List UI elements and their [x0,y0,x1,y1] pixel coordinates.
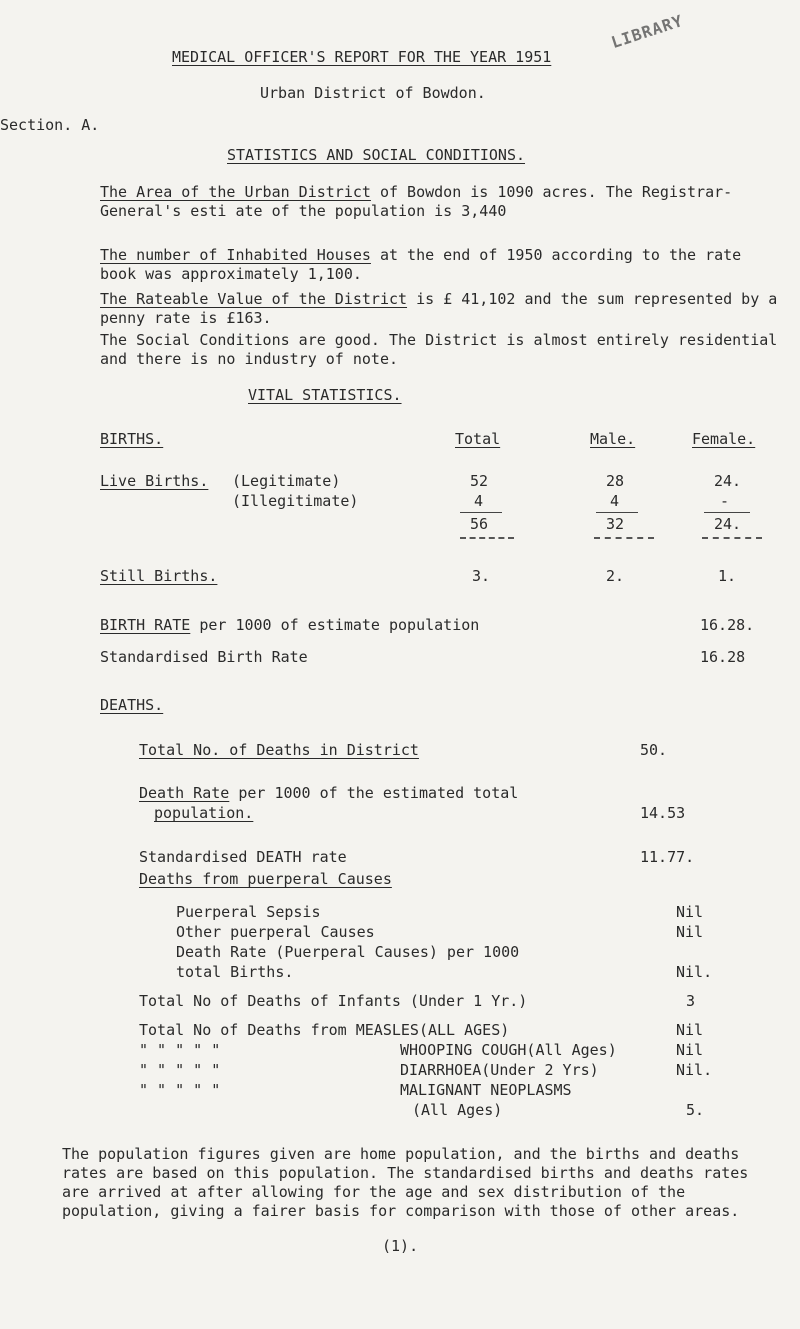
measles-value: Nil [676,1021,704,1039]
puerperal-sepsis-label: Puerperal Sepsis [176,903,321,921]
live-total: 56 [470,515,489,533]
std-death-rate-value: 11.77. [640,848,695,866]
std-death-rate-label: Standardised DEATH rate [139,848,347,866]
social-paragraph: The Social Conditions are good. The District is almost entirely residential and there is no industry of note. [100,331,778,368]
birth-rate-value: 16.28. [700,616,755,634]
still-female: 1. [718,567,737,585]
measles-label: Total No of Deaths from MEASLES(ALL AGES) [139,1021,510,1039]
legit-total: 52 [470,472,489,490]
birth-rate-label: BIRTH RATE per 1000 of estimate population [100,616,480,634]
female-double-rule [702,537,762,541]
total-deaths-label: Total No. of Deaths in District [139,741,419,759]
puerperal-rate-line2: total Births. [176,963,294,981]
diarrhoea-label: DIARRHOEA(Under 2 Yrs) [400,1061,599,1079]
footer-paragraph: The population figures given are home population, and the births and deaths rates are based on this population. The standardised births and deaths rates are arrived at after allowing for the age and sex distribution of the population, giving a fairer basis for comparison with those of other areas. [62,1145,749,1220]
std-birth-rate-label: Standardised Birth Rate [100,648,308,666]
live-male: 32 [606,515,625,533]
library-stamp: LIBRARY [608,10,686,53]
puerperal-heading: Deaths from puerperal Causes [139,870,392,888]
vital-statistics-heading: VITAL STATISTICS. [248,386,402,404]
page-number: (1). [382,1237,419,1255]
puerperal-rate-value: Nil. [676,963,713,981]
legit-male: 28 [606,472,625,490]
male-sum-rule [596,512,638,513]
births-heading: BIRTHS. [100,430,164,448]
death-rate-value: 14.53 [640,804,686,822]
ditto-marks-2: " " " " " [139,1061,221,1079]
illegit-total: 4 [474,492,484,510]
death-rate-label: Death Rate per 1000 of the estimated total [139,784,519,802]
section-label: Section. A. [0,116,100,134]
report-title: MEDICAL OFFICER'S REPORT FOR THE YEAR 1951 [172,48,552,66]
malignant-value: 5. [686,1101,705,1119]
malignant-all-ages: (All Ages) [412,1101,503,1119]
legit-female: 24. [714,472,742,490]
infant-deaths-label: Total No of Deaths of Infants (Under 1 Yr.) [139,992,528,1010]
district-subtitle: Urban District of Bowdon. [260,84,486,102]
whooping-cough-label: WHOOPING COUGH(All Ages) [400,1041,617,1059]
death-rate-line2: population. [154,804,254,822]
total-deaths-value: 50. [640,741,668,759]
deaths-heading: DEATHS. [100,696,164,714]
houses-paragraph: The number of Inhabited Houses at the end of 1950 according to the rate book was approximately 1,100. [100,246,742,283]
births-col-male: Male. [590,430,636,448]
infant-deaths-value: 3 [686,992,696,1010]
live-births-label: Live Births. [100,472,209,490]
puerperal-rate-line1: Death Rate (Puerperal Causes) per 1000 [176,943,520,961]
statistics-heading: STATISTICS AND SOCIAL CONDITIONS. [227,146,526,164]
births-col-total: Total [455,430,501,448]
illegit-male: 4 [610,492,620,510]
puerperal-sepsis-value: Nil [676,903,704,921]
still-births-label: Still Births. [100,567,218,585]
rateable-paragraph: The Rateable Value of the District is £ 41,102 and the sum represented by a penny rate is £163. [100,290,778,327]
live-female: 24. [714,515,742,533]
legitimate-label: (Legitimate) [232,472,341,490]
female-sum-rule [704,512,750,513]
illegitimate-label: (Illegitimate) [232,492,359,510]
area-paragraph: The Area of the Urban District of Bowdon is 1090 acres. The Registrar-General's esti ate of the population is 3,440 [100,183,733,220]
illegit-female: - [720,492,730,510]
ditto-marks-3: " " " " " [139,1081,221,1099]
births-col-female: Female. [692,430,756,448]
other-puerperal-value: Nil [676,923,704,941]
malignant-neoplasms-label: MALIGNANT NEOPLASMS [400,1081,572,1099]
still-male: 2. [606,567,625,585]
still-total: 3. [472,567,491,585]
std-birth-rate-value: 16.28 [700,648,746,666]
other-puerperal-label: Other puerperal Causes [176,923,375,941]
total-double-rule [460,537,514,541]
total-sum-rule [460,512,502,513]
whooping-cough-value: Nil [676,1041,704,1059]
diarrhoea-value: Nil. [676,1061,713,1079]
male-double-rule [594,537,654,541]
ditto-marks-1: " " " " " [139,1041,221,1059]
